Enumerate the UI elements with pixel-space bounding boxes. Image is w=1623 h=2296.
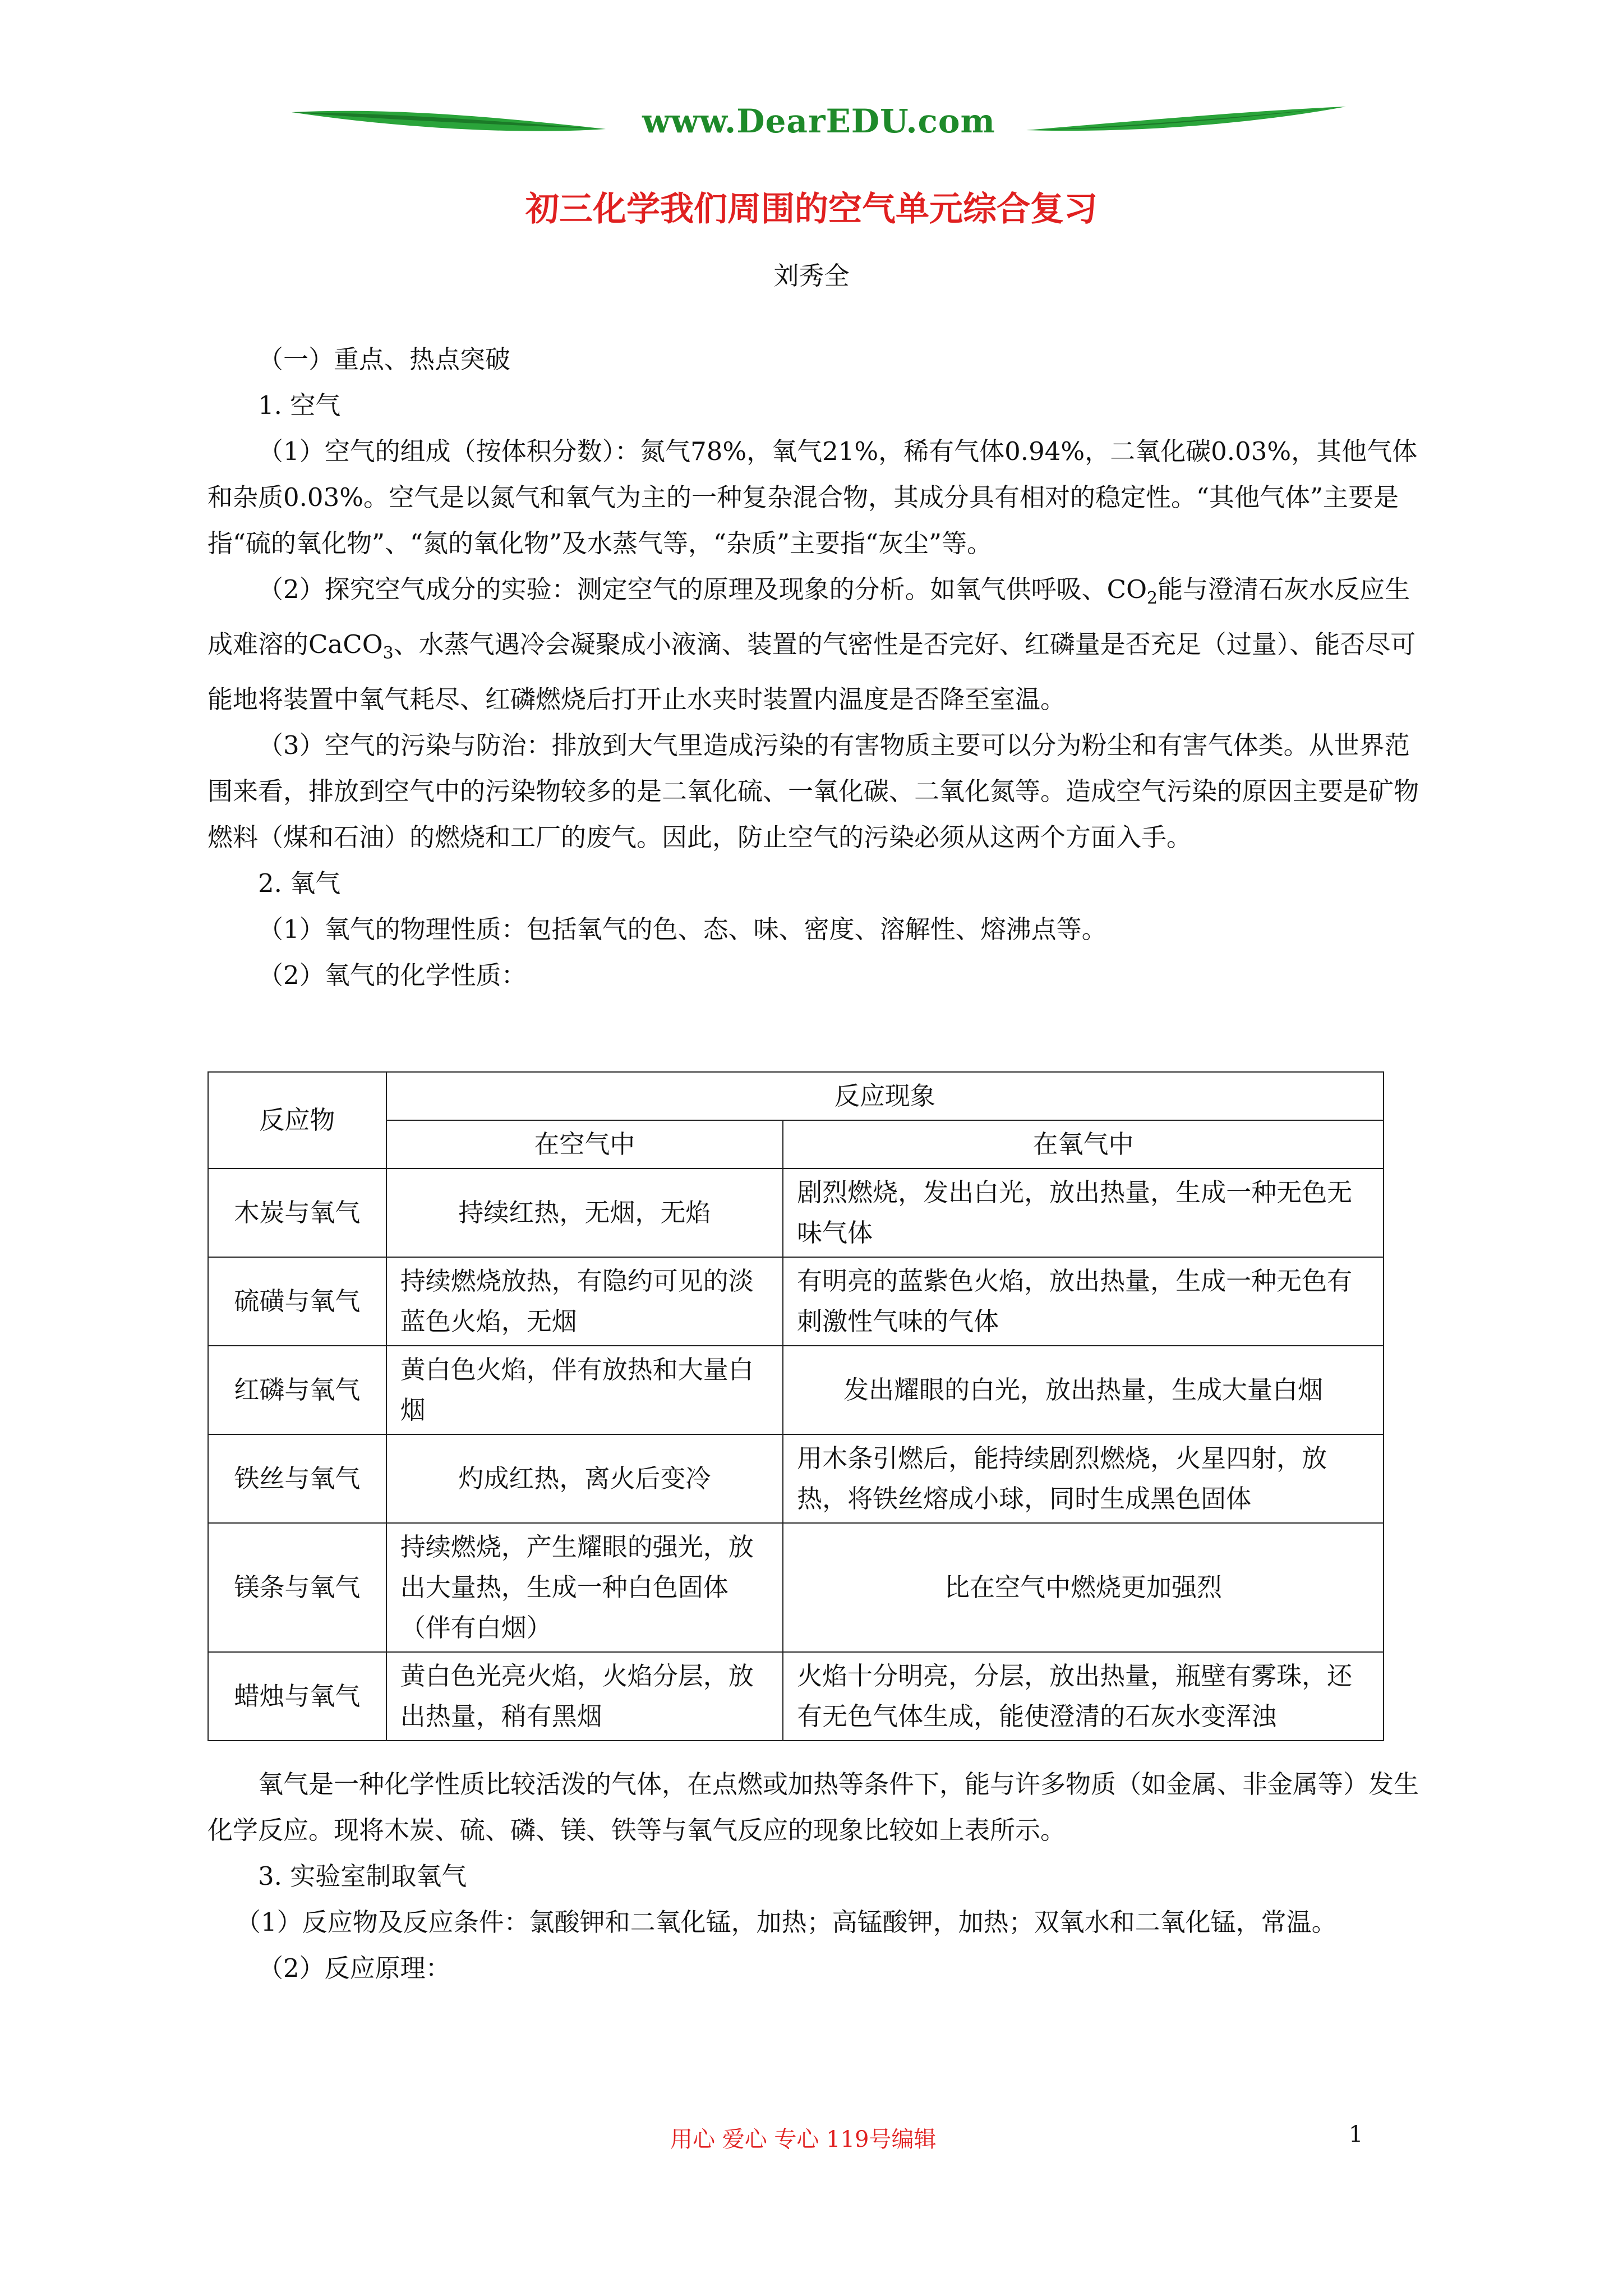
oxygen-chemical-paragraph: （2）氧气的化学性质： [258,960,527,990]
header-phenomenon: 反应现象 [386,1072,1384,1120]
page-number: 1 [1349,2122,1363,2147]
lab-conditions-paragraph: （1）反应物及反应条件：氯酸钾和二氧化锰，加热；高锰酸钾，加热；双氧水和二氧化锰，常温。 [236,1907,1337,1937]
oxygen-summary-paragraph: 氧气是一种化学性质比较活泼的气体，在点燃或加热等条件下，能与许多物质（如金属、非金属等）发生化学反应。现将木炭、硫、磷、镁、铁等与氧气反应的现象比较如上表所示。 [208,1769,1419,1845]
table-row [208,1652,1384,1741]
site-header [292,90,1346,157]
reactant-cell: 硫磺与氧气 [208,1257,386,1346]
footer-slogan: 用心 爱心 专心 119号编辑 [670,2127,937,2152]
page-title: 初三化学我们周围的空气单元综合复习 [525,190,1098,229]
table-row [208,1257,1384,1346]
air-heading: 1. 空气 [258,390,341,420]
table-header-row [208,1072,1384,1120]
author: 刘秀全 [773,261,850,291]
lab-heading: 3. 实验室制取氧气 [258,1861,467,1891]
table-row [208,1168,1384,1257]
oxygen-cell: 发出耀眼的白光，放出热量，生成大量白烟 [783,1346,1384,1434]
reaction-table [208,1071,1384,1741]
table-row [208,1523,1384,1652]
header-in-air: 在空气中 [386,1120,783,1168]
air-cell: 持续红热，无烟，无焰 [386,1168,783,1257]
reactant-cell: 红磷与氧气 [208,1346,386,1434]
oxygen-cell: 有明亮的蓝紫色火焰，放出热量，生成一种无色有刺激性气味的气体 [783,1257,1384,1346]
oxygen-cell: 用木条引燃后，能持续剧烈燃烧，火星四射，放热，将铁丝熔成小球，同时生成黑色固体 [783,1434,1384,1523]
oxygen-cell: 火焰十分明亮，分层，放出热量，瓶壁有雾珠，还有无色气体生成，能使澄清的石灰水变浑浊 [783,1652,1384,1741]
air-cell: 持续燃烧放热，有隐约可见的淡蓝色火焰，无烟 [386,1257,783,1346]
lab-principle-paragraph: （2）反应原理： [258,1953,451,1983]
oxygen-cell: 剧烈燃烧，发出白光，放出热量，生成一种无色无味气体 [783,1168,1384,1257]
section-heading: （一）重点、热点突破 [258,344,511,374]
air-pollution-paragraph: （3）空气的污染与防治：排放到大气里造成污染的有害物质主要可以分为粉尘和有害气体类。从世界范围来看，排放到空气中的污染物较多的是二氧化硫、一氧化碳、二氧化氮等。造成空气污染的原因主要是矿物燃料（煤和石油）的燃烧和工厂的废气。因此，防止空气的污染必须从这两个方面入手。 [208,730,1419,852]
section-key-points [208,337,1419,999]
reactant-cell: 镁条与氧气 [208,1523,386,1652]
reactant-cell: 铁丝与氧气 [208,1434,386,1523]
reactant-cell: 蜡烛与氧气 [208,1652,386,1741]
air-composition-paragraph: （1）空气的组成（按体积分数）：氮气78%，氧气21%，稀有气体0.94%，二氧化碳0.03%，其他气体和杂质0.03%。空气是以氮气和氧气为主的一种复杂混合物，其成分具有相对的稳定性。“其他气体”主要是指“硫的氧化物”、“氮的氧化物”及水蒸气等，“杂质”主要指“灰尘”等。 [208,436,1418,558]
table-row [208,1434,1384,1523]
air-cell: 灼成红热，离火后变冷 [386,1434,783,1523]
section-oxygen-summary [208,1761,1419,1991]
reactant-cell: 木炭与氧气 [208,1168,386,1257]
oxygen-cell: 比在空气中燃烧更加强烈 [783,1523,1384,1652]
header-in-oxygen: 在氧气中 [783,1120,1384,1168]
air-cell: 黄白色光亮火焰，火焰分层，放出热量，稍有黑烟 [386,1652,783,1741]
air-cell: 持续燃烧，产生耀眼的强光，放出大量热，生成一种白色固体（伴有白烟） [386,1523,783,1652]
oxygen-heading: 2. 氧气 [258,868,341,898]
table-row [208,1346,1384,1434]
air-experiment-paragraph: （2）探究空气成分的实验：测定空气的原理及现象的分析。如氧气供呼吸、$CO_2$能与澄清石灰水反应生成难溶的CaCO$_3$、水蒸气遇冷会凝聚成小液滴、装置的气密性是否完好、红磷量是否充足（过量）、能否尽可能地将装置中氧气耗尽、红磷燃烧后打开止水夹时装置内温度是否降至室温。 [208,574,1416,714]
header-reactant: 反应物 [208,1072,386,1168]
air-cell: 黄白色火焰，伴有放热和大量白烟 [386,1346,783,1434]
oxygen-physical-paragraph: （1）氧气的物理性质：包括氧气的色、态、味、密度、溶解性、熔沸点等。 [258,914,1107,944]
site-logo[interactable]: www.DearEDU.com [642,102,995,140]
